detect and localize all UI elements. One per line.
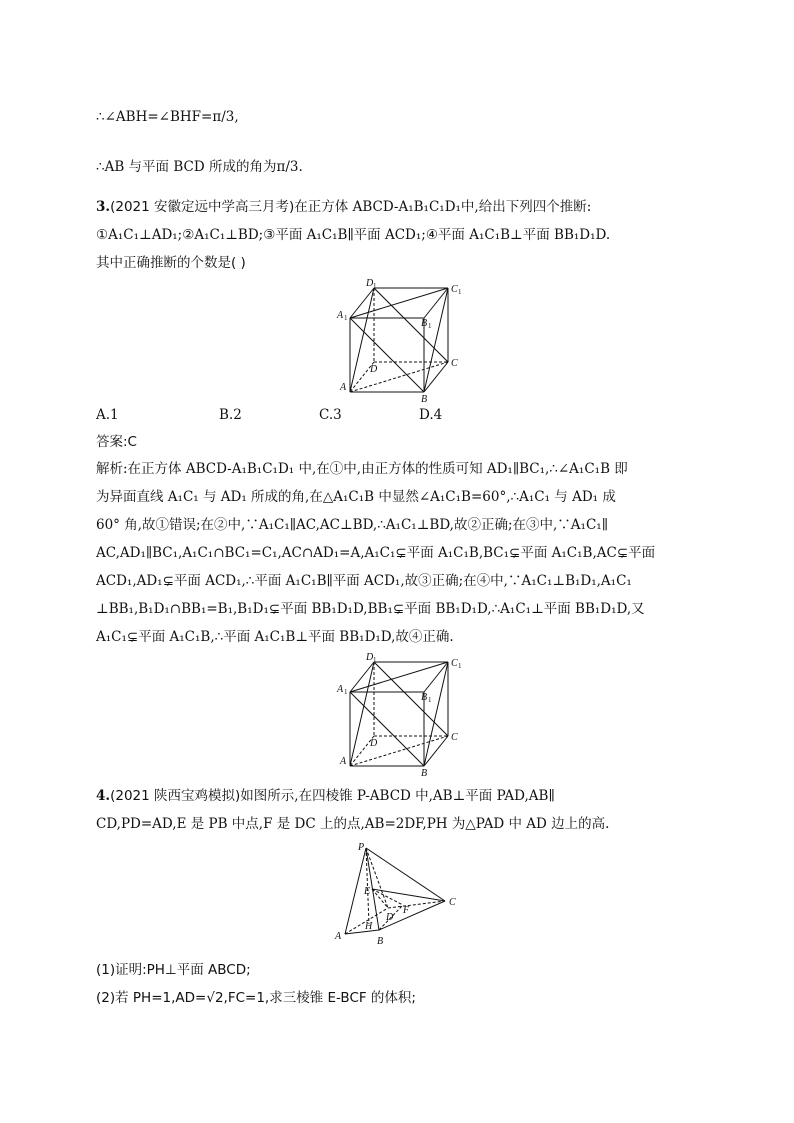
q3-question: 其中正确推断的个数是( ) [96,255,246,271]
pyramid-figure [330,838,470,950]
label-E: E [364,886,371,897]
label-C: C [449,897,456,908]
label-B: B [421,394,428,404]
svg-text:1: 1 [458,288,462,296]
q3-number: 3. [96,199,111,215]
conclusion-line-2: ∴AB 与平面 BCD 所成的角为π/3. [96,159,303,175]
q3-statements: ①A₁C₁⊥AD₁;②A₁C₁⊥BD;③平面 A₁C₁B∥平面 ACD₁;④平面 A₁C₁B⊥平面 BB₁D₁D. [96,227,611,243]
label-D: D [386,912,394,923]
q3-heading [96,198,591,216]
label-A: A [335,931,342,942]
label-C: C [451,732,458,743]
svg-text:1: 1 [344,314,348,322]
q4-stem-1: 如图所示,在四棱锥 P-ABCD 中,AB⊥平面 PAD,AB∥ [240,788,555,804]
label-D: D [370,364,378,375]
label-C1: C [451,284,458,295]
q4-stem-2: CD,PD=AD,E 是 PB 中点,F 是 DC 上的点,AB=2DF,PH 为△PAD 中 AD 边上的高. [96,816,610,832]
svg-text:1: 1 [428,322,432,330]
q4-part-1: (1)证明:PH⊥平面 ABCD; [96,962,251,978]
svg-text:1: 1 [373,656,377,664]
cube-figure-2 [330,652,470,778]
label-B1: B [421,318,428,329]
label-D: D [370,738,378,749]
analysis-line-6: ⊥BB₁,B₁D₁∩BB₁=B₁,B₁D₁⊊平面 BB₁D₁D,BB₁⊊平面 BB₁D₁D,∴A₁C₁⊥平面 BB₁D₁D,又 [96,601,645,617]
option-b: B.2 [219,407,242,423]
analysis-line-5: ACD₁,AD₁⊊平面 ACD₁,∴平面 A₁C₁B∥平面 ACD₁,故③正确;在④中,∵A₁C₁⊥B₁D₁,A₁C₁ [96,573,632,589]
label-A1: A [337,684,344,695]
conclusion-line-1: ∴∠ABH=∠BHF=π/3, [96,109,239,125]
label-D1: D [366,652,374,663]
label-A1: A [337,310,344,321]
label-A: A [340,382,347,393]
cube-figure-1 [330,278,470,404]
option-a: A.1 [96,407,119,423]
label-A: A [340,756,347,767]
label-D1: D [366,278,374,289]
label-B1: B [421,692,428,703]
analysis-line-2: 为异面直线 A₁C₁ 与 AD₁ 所成的角,在△A₁C₁B 中显然∠A₁C₁B=60°,∴A₁C₁ 与 AD₁ 成 [96,489,616,505]
option-c: C.3 [319,407,342,423]
label-C1: C [451,658,458,669]
analysis-line-3: 60° 角,故①错误;在②中,∵A₁C₁∥AC,AC⊥BD,∴A₁C₁⊥BD,故②正确;在③中,∵A₁C₁∥ [96,517,608,533]
q4-source: (2021 陕西宝鸡模拟) [110,788,241,804]
analysis-line-7: A₁C₁⊊平面 A₁C₁B,∴平面 A₁C₁B⊥平面 BB₁D₁D,故④正确. [96,629,454,645]
q4-number: 4. [96,788,111,804]
q3-options [96,406,442,424]
svg-text:1: 1 [458,662,462,670]
label-H: H [365,921,373,932]
q4-heading [96,787,555,805]
label-C: C [451,358,458,369]
q3-answer: 答案:C [96,434,137,450]
label-B: B [377,936,384,947]
analysis-line-4: AC,AD₁∥BC₁,A₁C₁∩BC₁=C₁,AC∩AD₁=A,A₁C₁⊊平面 A₁C₁B,BC₁⊊平面 A₁C₁B,AC⊊平面 [96,545,656,561]
svg-text:1: 1 [428,696,432,704]
q3-source: (2021 安徽定远中学高三月考) [110,199,295,215]
svg-text:1: 1 [373,282,377,290]
option-d: D.4 [419,407,443,423]
label-P: P [358,842,365,853]
analysis-line-1: 解析:在正方体 ABCD-A₁B₁C₁D₁ 中,在①中,由正方体的性质可知 AD₁∥BC₁,∴∠A₁C₁B 即 [96,461,628,477]
svg-text:1: 1 [344,688,348,696]
label-F: F [403,905,410,916]
label-B: B [421,768,428,778]
q3-stem: 在正方体 ABCD-A₁B₁C₁D₁中,给出下列四个推断: [294,199,592,215]
q4-part-2: (2)若 PH=1,AD=√2,FC=1,求三棱锥 E-BCF 的体积; [96,990,416,1006]
